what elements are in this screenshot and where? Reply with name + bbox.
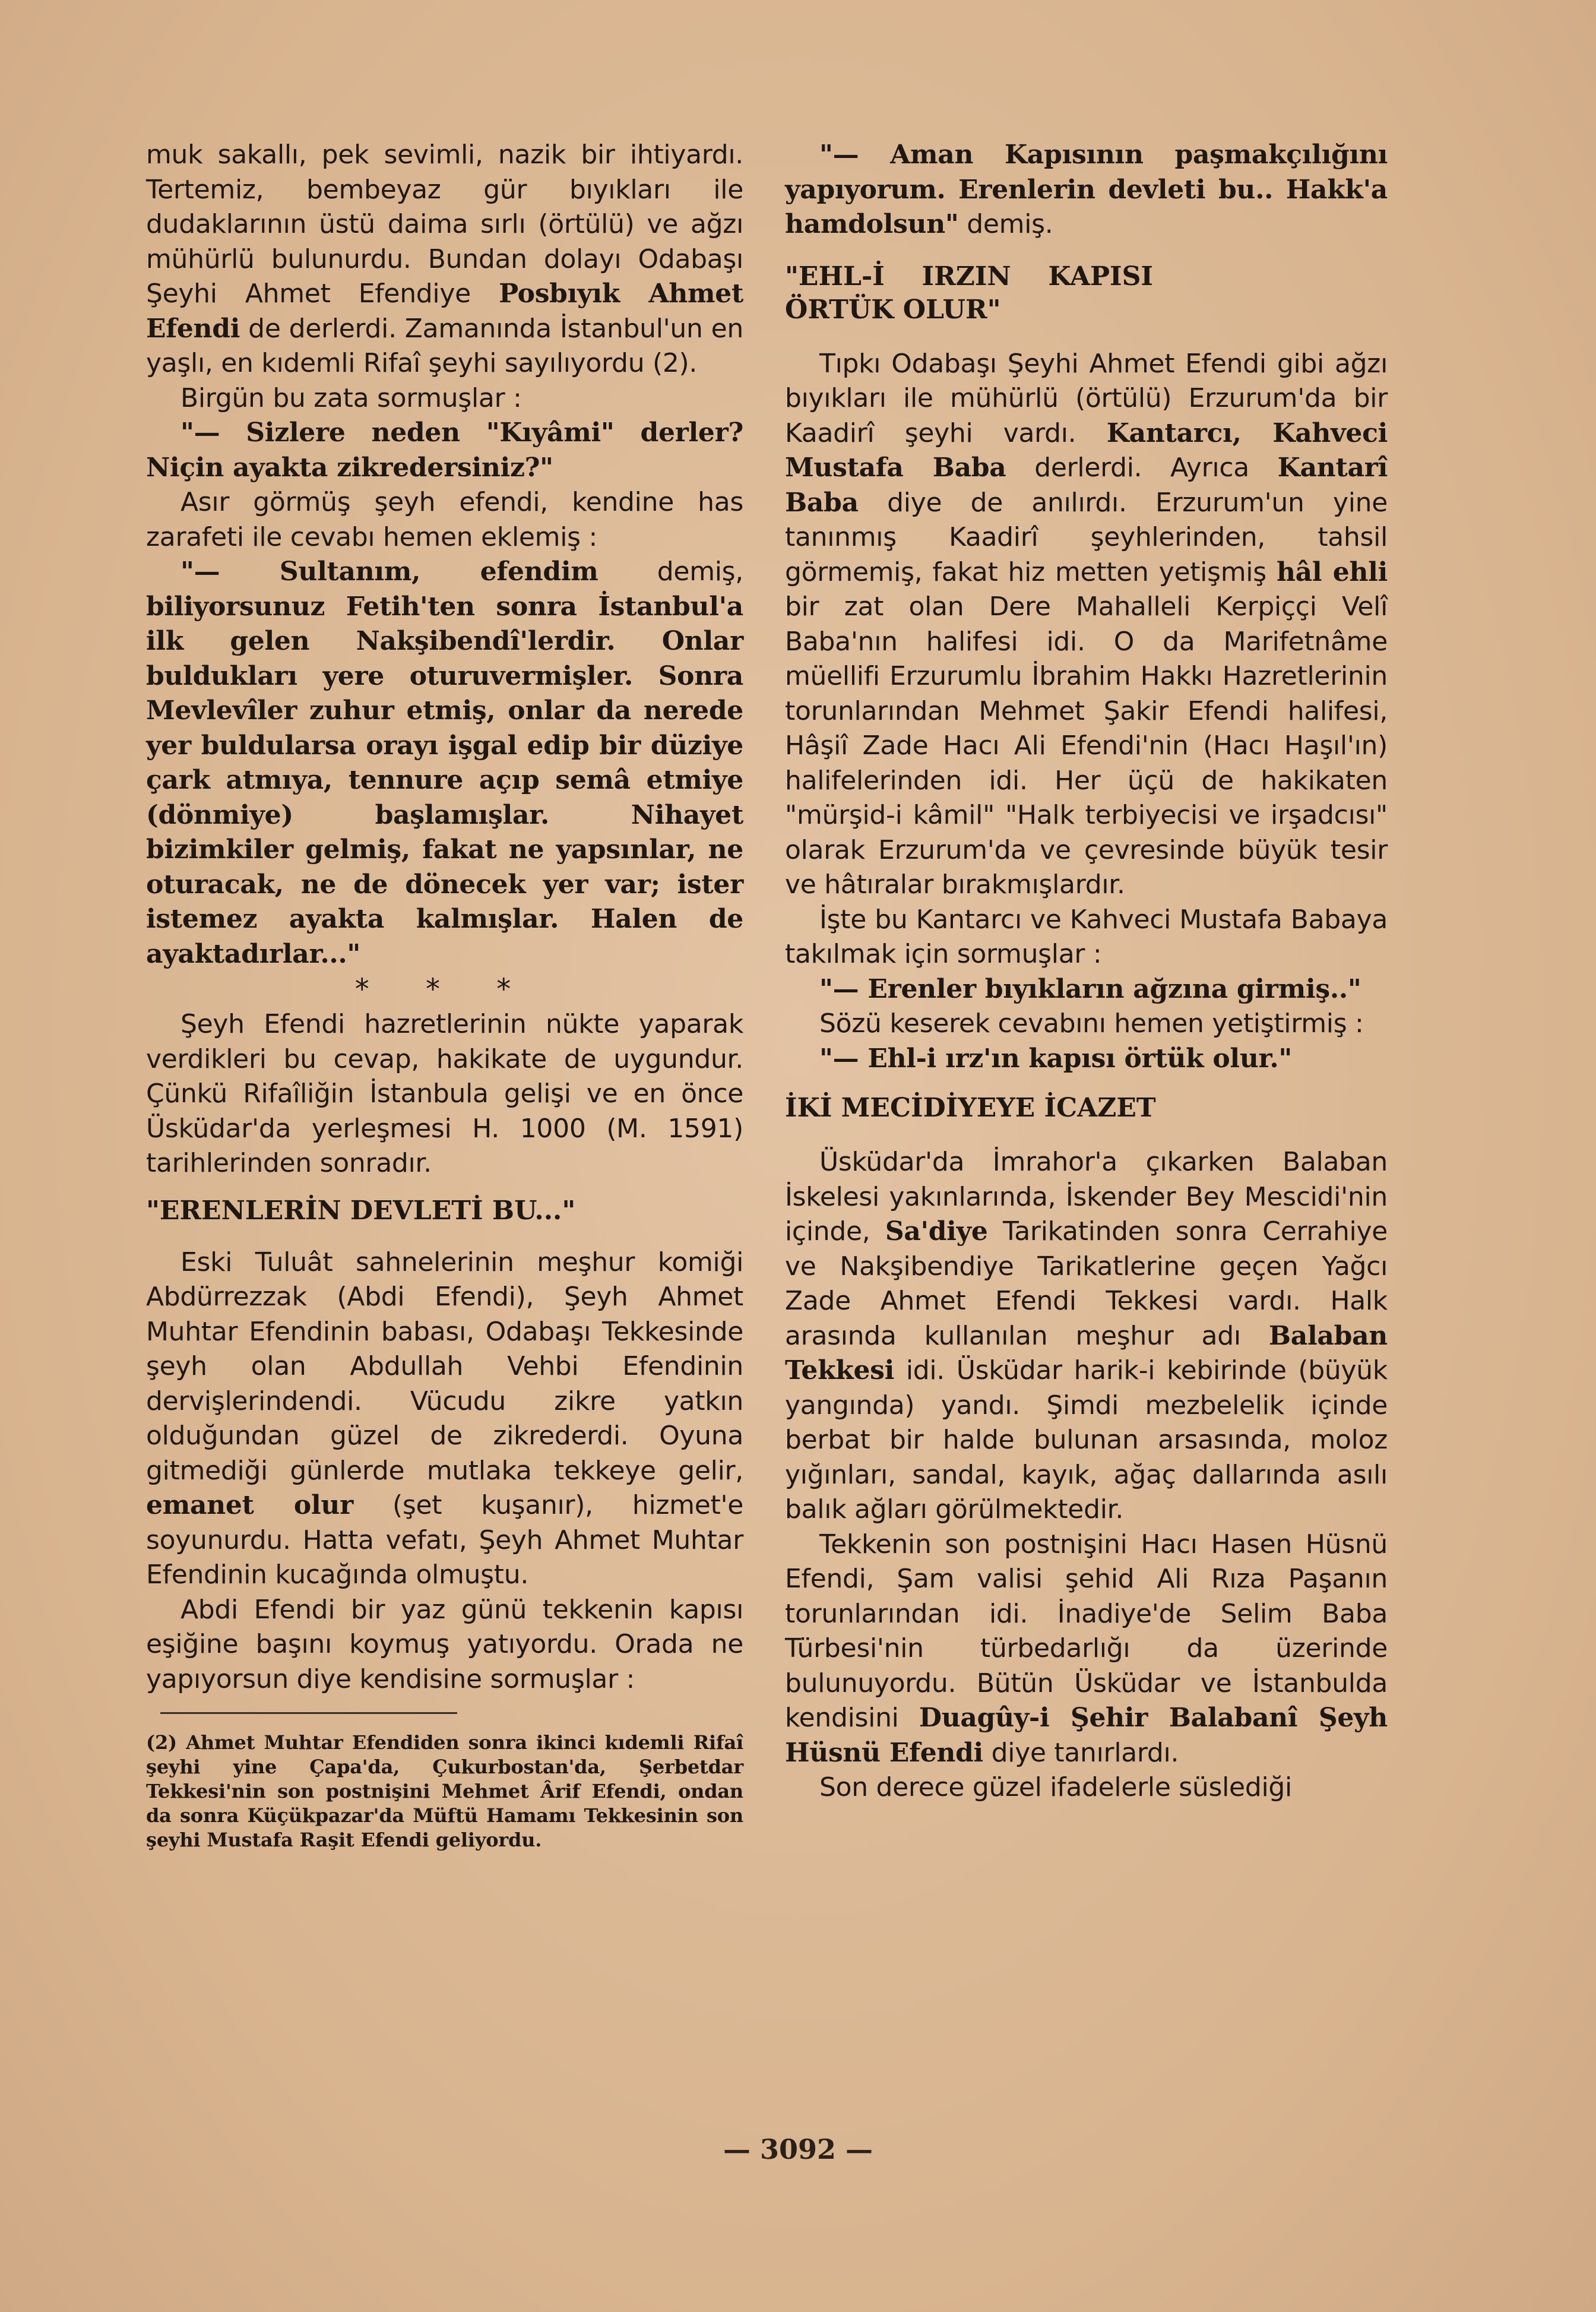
text: Tıpkı Odabaşı Şeyhi Ahmet Efendi gibi ağzı bıyıkları ile mühürlü (örtülü) Erzurum'da bir Kaadirî şeyhi vardı.	[785, 348, 1388, 448]
section-heading: İKİ MECİDİYEYE İCAZET	[785, 1093, 1156, 1123]
paragraph: Şeyh Efendi hazretlerinin nükte yaparak verdikleri bu cevap, hakikate de uygundur. Çünkü Rifaîliğin İstanbula gelişi ve en önce Üsküdar'da yerleşmesi H. 1000 (M. 1591) tarihlerinden sonradır.	[146, 1009, 743, 1178]
bold-text: Posbıyık Ahmet Efendi	[146, 279, 743, 344]
paragraph: Abdi Efendi bir yaz günü tekkenin kapısı eşiğine başını koymuş yatıyordu. Orada ne yapıyorsun diye kendisine sormuşlar :	[146, 1594, 743, 1694]
text: demiş.	[958, 209, 1053, 239]
page-number: — 3092 —	[723, 2133, 873, 2165]
section-divider-stars: * * *	[354, 973, 535, 1006]
paragraph: İşte bu Kantarcı ve Kahveci Mustafa Babaya takılmak için sormuşlar :	[785, 904, 1388, 969]
footnote: (2) Ahmet Muhtar Efendiden sonra ikinci kıdemli Rifaî şeyhi yine Çapa'da, Çukurbostan'da, Şerbetdar Tekkesi'nin son postnişini Mehmet Ârif Efendi, ondan da sonra Küçükpazar'da Müftü Hamamı Tekkesinin son şeyhi Mustafa Raşit Efendi geliyordu.	[146, 1731, 743, 1851]
bold-text: Kantarcı, Kahveci Mustafa Baba	[785, 418, 1388, 483]
paragraph: Son derece güzel ifadelerle süslediği	[819, 1772, 1292, 1802]
bold-text: "— Aman Kapısının paşmakçılığını yapıyorum. Erenlerin devleti bu.. Hakk'a hamdolsun"	[785, 140, 1388, 239]
right-column	[785, 138, 1388, 1805]
paragraph	[785, 1527, 1388, 1771]
quote-paragraph: "— Erenler bıyıkların ağzına girmiş.."	[819, 973, 1361, 1004]
paragraph: Sözü keserek cevabını hemen yetiştirmiş :	[819, 1008, 1364, 1039]
section-heading: "ERENLERİN DEVLETİ BU..."	[146, 1195, 576, 1226]
text: Tekkenin son postnişini Hacı Hasen Hüsnü Efendi, Şam valisi şehid Ali Rıza Paşanın torunlarından idi. İnadiye'de Selim Baba Türbesi'nin türbedarlığı da üzerinde bulunuyordu. Bütün Üsküdar ve İstanbulda kendisini	[785, 1529, 1388, 1733]
bold-text: emanet olur	[146, 1490, 353, 1520]
text: diye tanırlardı.	[983, 1737, 1179, 1768]
text: derlerdi. Ayrıca	[1006, 453, 1278, 483]
paragraph: Birgün bu zata sormuşlar :	[180, 382, 522, 413]
quote-paragraph: "— Ehl-i ırz'ın kapısı örtük olur."	[819, 1043, 1293, 1074]
bold-text: Duagûy-i Şehir Balabanî Şeyh Hüsnü Efendi	[785, 1703, 1388, 1768]
text: bir zat olan Dere Mahalleli Kerpiççi Velî Baba'nın halifesi idi. O da Marifetnâme müellifi Erzurumlu İbrahim Hakkı Hazretlerinin torunlarından Mehmet Şakir Efendi halifesi, Hâşiî Zade Hacı Ali Efendi'nin (Hacı Haşıl'ın) halifelerinden idi. Her üçü de hakikaten "mürşid-i kâmil" "Halk terbiyecisi ve irşadcısı" olarak Erzurum'da ve çevresinde büyük tesir ve hâtıralar bırakmışlardır.	[785, 592, 1388, 900]
paragraph: Asır görmüş şeyh efendi, kendine has zarafeti ile cevabı hemen eklemiş :	[146, 487, 743, 552]
text: Tarikatinden sonra Cerrahiye ve Nakşibendiye Tarikatlerine geçen Yağcı Zade Ahmet Efendi Tekkesi vardı. Halk arasında kullanılan meşhur adı	[785, 1216, 1388, 1351]
quote-paragraph	[146, 555, 743, 972]
paragraph	[146, 138, 743, 381]
bold-text: hâl ehli	[1276, 556, 1388, 587]
section-heading: "EHL-İ IRZIN KAPISI ÖRTÜK OLUR"	[785, 261, 1153, 325]
quote-paragraph: "— Sizlere neden "Kıyâmi" derler? Niçin ayakta zikredersiniz?"	[146, 418, 743, 483]
text: Üsküdar'da İmrahor'a çıkarken Balaban İskelesi yakınlarında, İskender Bey Mescidi'nin içinde,	[785, 1147, 1388, 1247]
paragraph	[785, 1145, 1388, 1527]
bold-text: biliyorsunuz Fetih'ten sonra İstanbul'a ilk gelen Nakşibendî'lerdir. Onlar buldukları yere oturuvermişler. Sonra Mevlevîler zuhur etmiş, onlar da nerede yer buldularsa orayı işgal edip bir düziye çark atmıya, tennure açıp semâ etmiye (dönmiye) başlamışlar. Nihayet bizimkiler gelmiş, fakat ne yapsınlar, ne oturacak, ne de dönecek yer var; ister istemez ayakta kalmışlar. Halen de ayaktadırlar..."	[146, 591, 743, 969]
text: Eski Tuluât sahnelerinin meşhur komiği Abdürrezzak (Abdi Efendi), Şeyh Ahmet Muhtar Efendinin babası, Odabaşı Tekkesinde şeyh olan Abdullah Vehbi Efendinin dervişlerindendi. Vücudu zikre yatkın olduğundan güzel de zikrederdi. Oyuna gitmediği günlerde mutlaka tekkeye gelir,	[146, 1247, 743, 1486]
bold-text: Kantarî Baba	[785, 453, 1388, 518]
text: (şet kuşanır), hizmet'e soyunurdu. Hatta vefatı, Şeyh Ahmet Muhtar Efendinin kucağında olmuştu.	[146, 1490, 744, 1590]
text: demiş,	[598, 556, 743, 587]
paragraph	[146, 1245, 743, 1593]
bold-text: "— Sultanım, efendim	[180, 556, 598, 587]
text: de derlerdi. Zamanında İstanbul'un en yaşlı, en kıdemli Rifaî şeyhi sayılıyordu (2).	[146, 313, 743, 378]
footnote-rule	[160, 1712, 457, 1714]
text: diye de anılırdı. Erzurum'un yine tanınmış Kaadirî şeyhlerinden, tahsil görmemiş, fakat hiz metten yetişmiş	[785, 487, 1388, 587]
text: muk sakallı, pek sevimli, nazik bir ihtiyardı. Tertemiz, bembeyaz gür bıyıkları ile dudaklarının üstü daima sırlı (örtülü) ve ağzı mühürlü bulunurdu. Bundan dolayı Odabaşı Şeyhi Ahmet Efendiye	[146, 140, 743, 309]
text: idi. Üsküdar harik-i kebirinde (büyük yangında) yandı. Şimdi mezbelelik içinde berbat bir halde bulunan arsasında, moloz yığınları, sandal, kayık, ağaç dallarında asılı balık ağları görülmektedir.	[785, 1355, 1388, 1525]
paragraph	[785, 347, 1388, 903]
bold-text: Balaban Tekkesi	[785, 1320, 1388, 1386]
quote-paragraph	[785, 138, 1388, 242]
left-column	[146, 138, 743, 1852]
bold-text: Sa'diye	[885, 1216, 988, 1247]
